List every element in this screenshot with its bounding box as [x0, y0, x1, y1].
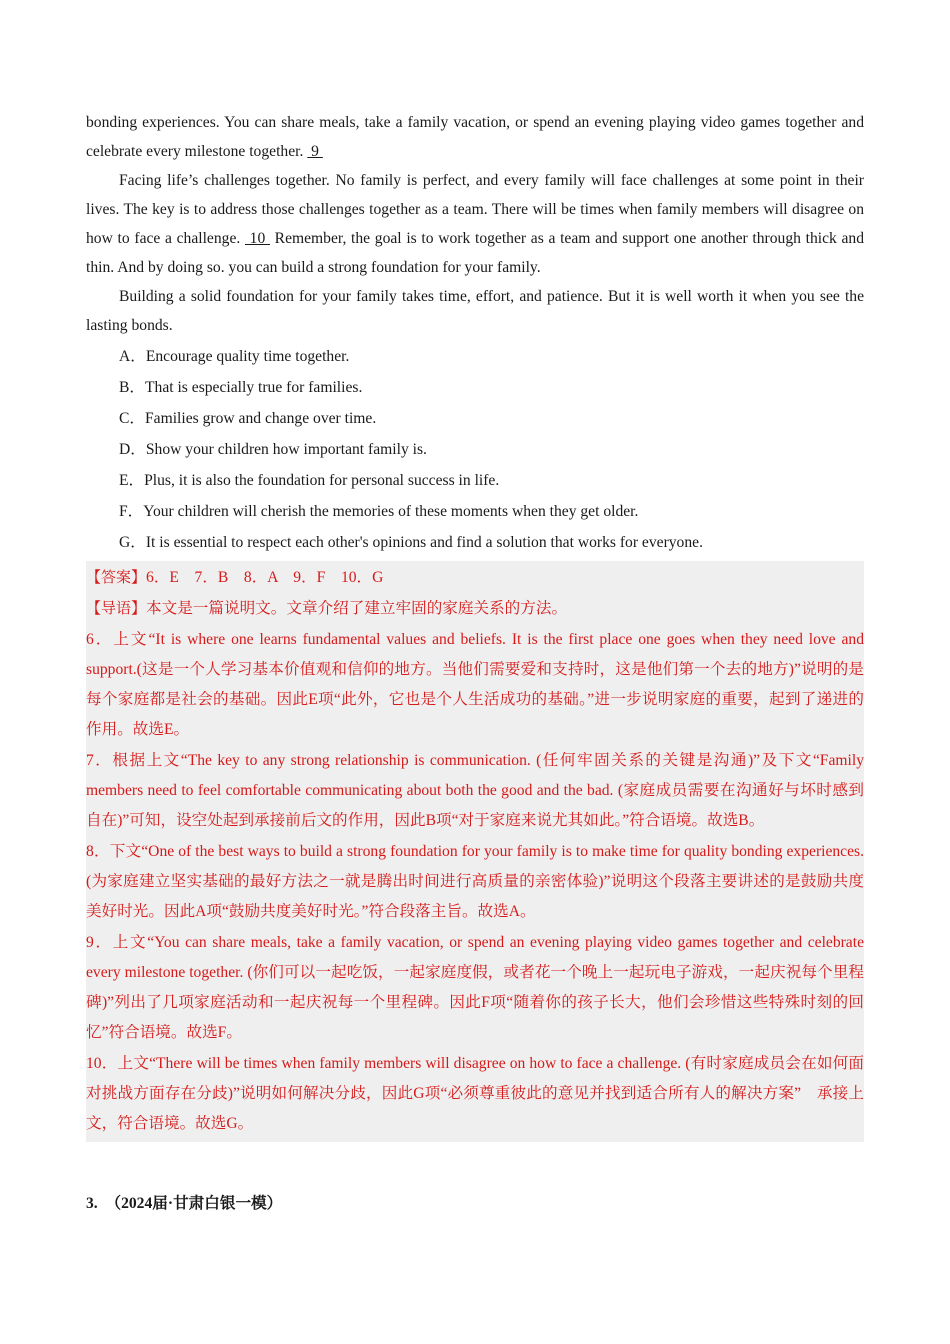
answer-line: [86, 562, 864, 593]
option-item: G．It is essential to respect each other's opinions and find a solution that works for everyone.: [119, 534, 703, 551]
option-item: E．Plus, it is also the foundation for personal success in life.: [119, 472, 500, 489]
option-item: B．That is especially true for families.: [119, 379, 363, 396]
passage-text: bonding experiences. You can share meals, take a family vacation, or spend an evening playing video games together and celebrate every milestone together.: [86, 114, 864, 160]
document-body: [86, 108, 864, 1142]
passage-text: Facing life’s challenges together. No family is perfect, and every family will face challenges at some point in their lives. The key is to address those challenges together as a team. There will be times when family members will disagree on how to face a challenge.: [86, 172, 864, 247]
blank-10: 10: [244, 230, 270, 247]
passage-paragraph: [86, 166, 864, 282]
explanation-6: 6．上文“It is where one learns fundamental values and beliefs. It is the first place one goes when they need love and support.(这是一个人学习基本价值观和信仰的地方。当他们需要爱和支持时，这是他们第一个去的地方)”说明的是每个家庭都是社会的基础。因此E项“此外，它也是个人生活成功的基础。”进一步说明家庭的重要，起到了递进的作用。故选E。: [86, 630, 864, 739]
guide-line: [86, 593, 864, 624]
passage-paragraph: Building a solid foundation for your family takes time, effort, and patience. But it is well worth it when you see the lasting bonds.: [86, 288, 864, 334]
answer-tag: 【答案】: [86, 568, 147, 586]
guide-text: 本文是一篇说明文。文章介绍了建立牢固的家庭关系的方法。: [146, 600, 568, 618]
passage-text: Remember, the goal is to work together as a team and support one another through thick and thin. And by doing so. you can build a strong foundation for your family.: [86, 230, 864, 276]
option-item: A．Encourage quality time together.: [119, 348, 350, 365]
guide-tag: 【导语】: [86, 599, 147, 618]
option-item: D．Show your children how important family is.: [119, 441, 427, 458]
explanation-7: 7．根据上文“The key to any strong relationship is communication. (任何牢固关系的关键是沟通)”及下文“Family members need to feel comfortable communicating about both the good and the bad. (家庭成员需要在沟通好与坏时感到自在)”可知，设空处起到承接前后文的作用，因此B项“对于家庭来说尤其如此。”符合语境。故选B。: [86, 751, 864, 830]
explanation-9: 9．上文“You can share meals, take a family vacation, or spend an evening playing video games together and celebrate every milestone together. (你们可以一起吃饭，一起家庭度假，或者花一个晚上一起玩电子游戏，一起庆祝每个里程碑)”列出了几项家庭活动和一起庆祝每一个里程碑。因此F项“随着你的孩子长大，他们会珍惜这些特殊时刻的回忆”符合语境。故选F。: [86, 933, 864, 1042]
explanation-10: 10．上文“There will be times when family members will disagree on how to face a challenge. (有时家庭成员会在如何面对挑战方面存在分歧)”说明如何解决分歧，因此G项“必须尊重彼此的意见并找到适合所有人的解决方案” 承接上文，符合语境。故选G。: [86, 1054, 864, 1133]
answer-key: 6．E 7．B 8．A 9．F 10．G: [146, 569, 384, 586]
option-item: F．Your children will cherish the memories of these moments when they get older.: [119, 503, 639, 520]
explanation-8: 8．下文“One of the best ways to build a strong foundation for your family is to make time for quality bonding experiences. (为家庭建立坚实基础的最好方法之一就是腾出时间进行高质量的亲密体验)”说明这个段落主要讲述的是鼓励共度美好时光。因此A项“鼓励共度美好时光。”符合段落主旨。故选A。: [86, 842, 864, 921]
blank-9: 9: [307, 143, 323, 160]
passage-paragraph: [86, 108, 864, 166]
answer-explanation-box: [86, 561, 864, 1142]
next-question-heading: 3. （2024届·甘肃白银一模）: [86, 1195, 283, 1212]
option-item: C．Families grow and change over time.: [119, 410, 377, 427]
option-list: [86, 341, 864, 558]
